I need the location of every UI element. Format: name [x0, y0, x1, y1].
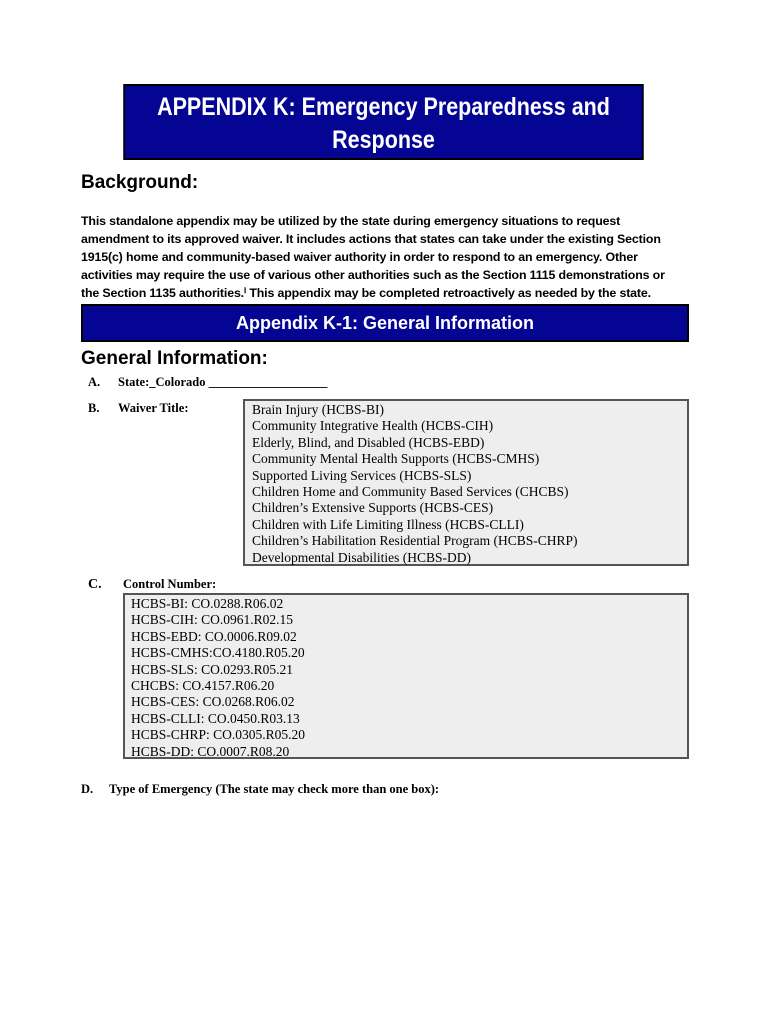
emergency-type-label: Type of Emergency (The state may check more than one box): [109, 782, 440, 796]
waiver-title-item: Community Mental Health Supports (HCBS-CMHS) [252, 451, 540, 467]
waiver-title-item: Children Home and Community Based Services (CHCBS) [252, 484, 569, 500]
state-field: State:_Colorado ___________________ [118, 375, 328, 389]
waiver-title-item: Children’s Habilitation Residential Program (HCBS-CHRP) [252, 533, 578, 549]
control-number-item: HCBS-CHRP: CO.0305.R05.20 [131, 727, 306, 743]
waiver-title-item: Supported Living Services (HCBS-SLS) [252, 467, 472, 483]
appendix-title-banner [123, 84, 643, 160]
waiver-title-item: Children’s Extensive Supports (HCBS-CES) [252, 500, 494, 516]
control-number-label: Control Number: [123, 577, 217, 591]
waiver-title-item: Community Integrative Health (HCBS-CIH) [252, 418, 494, 434]
control-number-item: HCBS-BI: CO.0288.R06.02 [131, 596, 284, 611]
item-b-letter: B. [88, 401, 100, 415]
control-number-box [123, 593, 689, 759]
control-number-item: HCBS-EBD: CO.0006.R09.02 [131, 628, 297, 644]
control-number-item: HCBS-CMHS:CO.4180.R05.20 [131, 645, 305, 661]
appendix-title-line-1: APPENDIX K: Emergency Preparedness and [157, 93, 610, 121]
general-information-heading: General Information: [81, 348, 268, 369]
waiver-title-label: Waiver Title: [118, 401, 189, 415]
appendix-k1-banner: Appendix K-1: General Information [81, 304, 689, 342]
control-number-item: HCBS-CLLI: CO.0450.R03.13 [131, 710, 300, 726]
control-number-item: HCBS-SLS: CO.0293.R05.21 [131, 661, 294, 677]
item-d-letter: D. [81, 782, 94, 796]
control-number-item: HCBS-CIH: CO.0961.R02.15 [131, 612, 294, 628]
waiver-title-item: Children with Life Limiting Illness (HCBS-CLLI) [252, 516, 524, 532]
control-number-item: HCBS-CES: CO.0268.R06.02 [131, 694, 295, 710]
item-a-letter: A. [88, 375, 101, 389]
waiver-title-item: Developmental Disabilities (HCBS-DD) [252, 549, 471, 565]
background-heading: Background: [81, 172, 199, 193]
control-number-item: HCBS-DD: CO.0007.R08.20 [131, 743, 290, 759]
waiver-title-item: Brain Injury (HCBS-BI) [252, 402, 384, 417]
background-paragraph: This standalone appendix may be utilized by the state during emergency situations to request amendment to its approved waiver. It includes actions that states can take under the existing Section 1915(c) home and community-based waiver authority in order to respond to an emergency. Other activities may require the use of various other authorities such as the Section 1115 demonstrations or the Section 1135 authorities.ⁱ This appendix may be completed retroactively as needed by the state. [81, 214, 665, 300]
waiver-title-box [243, 399, 689, 566]
waiver-title-item: Elderly, Blind, and Disabled (HCBS-EBD) [252, 434, 485, 450]
item-c-letter: C. [88, 577, 102, 592]
control-number-item: CHCBS: CO.4157.R06.20 [131, 678, 275, 694]
appendix-title-line-2: Response [332, 126, 435, 154]
